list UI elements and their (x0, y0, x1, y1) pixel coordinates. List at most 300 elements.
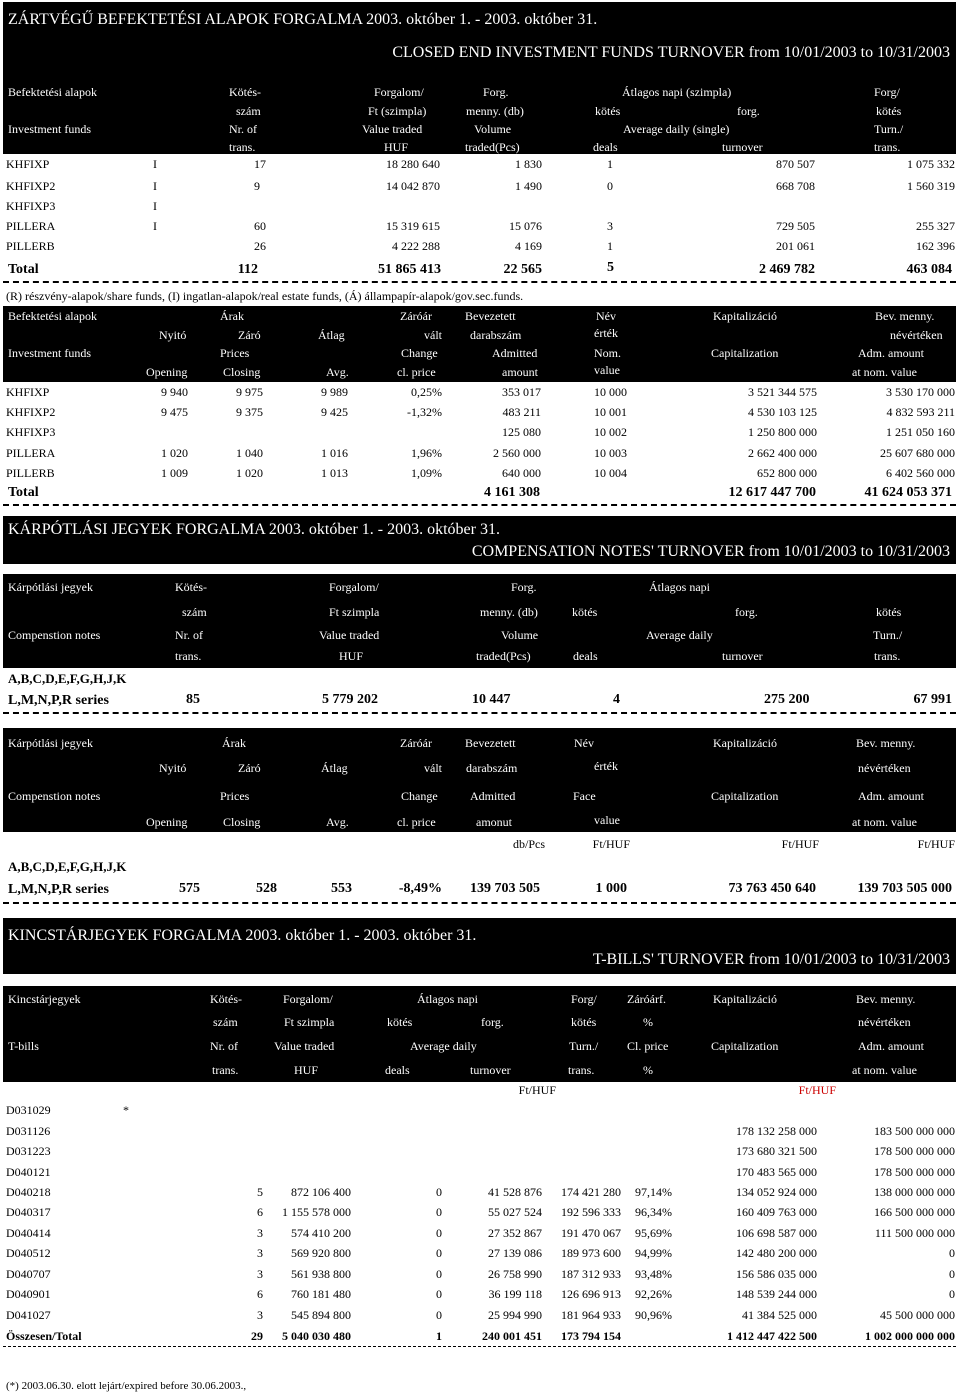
s3-col-trans-en: Nr. of (175, 628, 203, 642)
col-trans-en2: trans. (229, 140, 256, 154)
s1-total-pertrans: 463 084 (906, 262, 952, 277)
s2-cap: 4 530 103 125 (748, 405, 817, 419)
s2-open: 9 940 (161, 385, 188, 399)
s5-col-deals-en2: deals (385, 1063, 410, 1077)
s3-col-turnover-hu2: forg. (735, 605, 758, 619)
s5-value: 574 410 200 (291, 1226, 351, 1240)
s5-cl-price: 93,48% (635, 1267, 672, 1281)
s4-col-open-en: Opening (146, 815, 188, 829)
s4-col-avg-en: Avg. (326, 815, 349, 829)
s5-deals: 0 (436, 1226, 442, 1240)
s4-col-open-hu: Nyitó (159, 761, 187, 775)
s4-col-clprice-en: cl. price (397, 815, 436, 829)
s2-nom-value: 10 002 (594, 425, 627, 439)
s4-series-2: L,M,N,P,R series (8, 882, 109, 897)
s5-total-divider (3, 1346, 956, 1347)
s2-nom-value: 10 004 (594, 466, 627, 480)
s1-trans: 60 (254, 219, 266, 233)
s5-tbill-name: D031029 (6, 1103, 51, 1117)
s4-open: 575 (179, 881, 200, 896)
s1-fund-name: KHFIXP2 (6, 179, 56, 193)
s5-tbill-name: D031223 (6, 1144, 51, 1158)
s5-col-avg-en: Average daily (410, 1039, 477, 1053)
s5-cap: 41 384 525 000 (742, 1308, 817, 1322)
s5-col-trans-hu2: szám (213, 1015, 238, 1029)
s5-total-avgturn: 173 794 154 (561, 1329, 621, 1343)
s2-admitted: 353 017 (502, 385, 541, 399)
s2-adm-amount: 25 607 680 000 (880, 446, 955, 460)
s1-trans: 9 (254, 179, 260, 193)
s2-avg: 9 989 (321, 385, 348, 399)
s5-adm-amount: 0 (949, 1287, 955, 1301)
s5-total-trans: 29 (251, 1329, 263, 1343)
s2-avg: 1 016 (321, 446, 348, 460)
s1-note: (R) részvény-alapok/share funds, (I) ingatlan-alapok/real estate funds, (Á) állampapír-alapok/gov.sec.funds. (6, 289, 524, 303)
s2-col-amount-en: amount (502, 365, 538, 379)
s2-open: 1 009 (161, 466, 188, 480)
s2-col-value-en: value (594, 363, 620, 377)
col-turn-hu: Forg/ (874, 85, 900, 99)
s1-fund-name: PILLERA (6, 219, 56, 233)
s2-col-prices-en: Prices (220, 346, 250, 360)
s1-deals: 1 (607, 157, 613, 171)
s1-fund-type: I (153, 179, 157, 193)
s2-change: -1,32% (407, 405, 442, 419)
s4-col-name: Név (574, 736, 594, 750)
col-avg-hu: Átlagos napi (szimpla) (622, 85, 732, 99)
s3-col-value-hu2: Ft szimpla (329, 605, 380, 619)
s2-col-cap: Kapitalizáció (713, 309, 777, 323)
s3-col-trans: Kötés- (175, 580, 207, 594)
col-funds-en: Investment funds (8, 122, 91, 136)
s5-cap: 173 680 321 500 (736, 1144, 817, 1158)
s5-value: 569 920 800 (291, 1246, 351, 1260)
s1-value: 18 280 640 (386, 157, 440, 171)
s5-adm-amount: 0 (949, 1267, 955, 1281)
s1-turn-per-trans: 255 327 (916, 219, 955, 233)
s5-col-value-en: Value traded (274, 1039, 335, 1053)
s5-col-pertrans-hu2: kötés (571, 1015, 597, 1029)
s1-total-deals: 5 (607, 260, 614, 275)
s5-col-avg: Átlagos napi (417, 992, 478, 1006)
s5-col-turn: Forg/ (571, 992, 597, 1006)
s5-cl-price: 92,26% (635, 1287, 672, 1301)
s2-col-closing-hu: Záró (238, 328, 261, 342)
col-volume-hu: Forg. (483, 85, 509, 99)
s3-col-notes: Kárpótlási jegyek (8, 580, 93, 594)
s2-admitted: 2 560 000 (493, 446, 541, 460)
col-pertrans-hu2: kötés (876, 104, 902, 118)
s4-col-avg-hu: Átlag (321, 761, 348, 775)
s3-col-deals-en2: deals (573, 649, 598, 663)
s5-total-label: Összesen/Total (6, 1329, 82, 1343)
s5-cl-price: 90,96% (635, 1308, 672, 1322)
s3-series-2: L,M,N,P,R series (8, 693, 109, 708)
s3-volume: 10 447 (472, 692, 511, 707)
s4-col-prices: Árak (222, 736, 246, 750)
s5-title-en: T-BILLS' TURNOVER from 10/01/2003 to 10/31/2003 (592, 951, 950, 968)
s2-col-admitted: Bevezetett (465, 309, 516, 323)
s3-deals: 4 (613, 692, 620, 707)
s4-change: -8,49% (398, 881, 442, 896)
s2-col-change-hu: vált (424, 328, 442, 342)
s1-total-value: 51 865 413 (378, 262, 441, 277)
s5-deals: 0 (436, 1246, 442, 1260)
s3-col-notes-en: Compenstion notes (8, 628, 101, 642)
s5-tbill-name: D041027 (6, 1308, 51, 1322)
s2-total-cap: 12 617 447 700 (728, 485, 816, 500)
s4-cap: 73 763 450 640 (728, 881, 816, 896)
s3-col-volume-en2: traded(Pcs) (476, 649, 531, 663)
s2-closing: 1 040 (236, 446, 263, 460)
s5-tbill-name: D031126 (6, 1124, 51, 1138)
s5-col-cap: Kapitalizáció (713, 992, 777, 1006)
s1-total-trans: 112 (237, 262, 258, 277)
s4-col-value-hu: érték (594, 759, 618, 773)
s5-value: 561 938 800 (291, 1267, 351, 1281)
s1-deals: 1 (607, 239, 613, 253)
s5-deals: 0 (436, 1267, 442, 1281)
s5-col-trans-en2: trans. (212, 1063, 239, 1077)
s5-turn-per-trans: 174 421 280 (561, 1185, 621, 1199)
s2-total-divider (3, 504, 956, 506)
s1-volume: 1 830 (515, 157, 542, 171)
s5-turn-per-trans: 192 596 333 (561, 1205, 621, 1219)
s3-col-avg: Átlagos napi (649, 580, 710, 594)
s5-cap: 156 586 035 000 (736, 1267, 817, 1281)
s5-trans: 5 (257, 1185, 263, 1199)
s3-col-trans-hu2: szám (182, 605, 207, 619)
s1-turn-per-trans: 162 396 (916, 239, 955, 253)
s5-turn-per-trans: 191 470 067 (561, 1226, 621, 1240)
s4-col-notes-en: Compenstion notes (8, 789, 101, 803)
s5-trans: 3 (257, 1267, 263, 1281)
col-value-en2: HUF (384, 140, 409, 154)
s5-deals: 0 (436, 1185, 442, 1199)
s1-deals: 0 (607, 179, 613, 193)
s2-col-funds: Befektetési alapok (8, 309, 97, 323)
s2-col-open-en: Opening (146, 365, 188, 379)
s2-col-value-hu: érték (594, 326, 618, 340)
s4-col-cap: Kapitalizáció (713, 736, 777, 750)
s2-cap: 1 250 800 000 (748, 425, 817, 439)
s4-col-cap-en: Capitalization (711, 789, 779, 803)
s2-adm-amount: 3 530 170 000 (886, 385, 955, 399)
s2-col-open-hu: Nyitó (159, 328, 187, 342)
s2-closing: 9 375 (236, 405, 263, 419)
s2-col-adm-en: Adm. amount (858, 346, 924, 360)
s2-col-funds-en: Investment funds (8, 346, 91, 360)
s3-col-volume-hu2: menny. (db) (480, 605, 538, 619)
s5-col-clprice-en: Cl. price (627, 1039, 669, 1053)
s5-cl-price: 95,69% (635, 1226, 672, 1240)
s5-cap: 134 052 924 000 (736, 1185, 817, 1199)
s3-title-hu: KÁRPÓTLÁSI JEGYEK FORGALMA 2003. október 1. - 2003. október 31. (8, 521, 500, 538)
col-volume-en2: traded(Pcs) (465, 140, 520, 154)
s5-cl-price: 94,99% (635, 1246, 672, 1260)
s5-avg-turnover: 27 139 086 (488, 1246, 542, 1260)
s5-cl-price: 96,34% (635, 1205, 672, 1219)
s2-col-closing-en: Closing (223, 365, 261, 379)
s5-deals: 0 (436, 1308, 442, 1322)
col-value-hu: Forgalom/ (374, 85, 424, 99)
s4-col-value-en: value (594, 813, 620, 827)
s5-turn-per-trans: 187 312 933 (561, 1267, 621, 1281)
s5-col-turnover-hu2: forg. (481, 1015, 504, 1029)
s4-col-amount-en: amonut (476, 815, 512, 829)
s1-total-volume: 22 565 (503, 262, 542, 277)
s2-col-avg-hu: Átlag (318, 328, 345, 342)
col-trans-hu: Kötés- (229, 85, 261, 99)
s5-col-value-en2: HUF (294, 1063, 319, 1077)
s5-turn-per-trans: 181 964 933 (561, 1308, 621, 1322)
s3-value: 5 779 202 (322, 692, 378, 707)
s5-total-deals: 1 (436, 1329, 442, 1343)
s2-adm-amount: 1 251 050 160 (886, 425, 955, 439)
s5-cap: 148 539 244 000 (736, 1287, 817, 1301)
s5-adm-amount: 183 500 000 000 (874, 1124, 955, 1138)
s5-col-pct-hu2: % (643, 1015, 653, 1029)
s5-tbill-name: D040707 (6, 1267, 51, 1281)
s2-adm-amount: 4 832 593 211 (886, 405, 955, 419)
s5-value: 760 181 480 (291, 1287, 351, 1301)
s2-total-amount: 4 161 308 (484, 485, 540, 500)
s1-volume: 15 076 (509, 219, 542, 233)
s1-avg-turnover: 668 708 (776, 179, 815, 193)
s5-cl-price: 97,14% (635, 1185, 672, 1199)
s3-divider (3, 712, 956, 714)
s4-col-closing-hu: Záró (238, 761, 261, 775)
s3-title-en: COMPENSATION NOTES' TURNOVER from 10/01/2003 to 10/31/2003 (471, 543, 950, 560)
s5-deals: 0 (436, 1205, 442, 1219)
s4-col-adm: Bev. menny. (856, 736, 916, 750)
s5-deals: 0 (436, 1287, 442, 1301)
s5-col-turnover-en2: turnover (470, 1063, 511, 1077)
col-volume-hu2: menny. (db) (466, 104, 524, 118)
s5-total-avgdeals: 240 001 451 (482, 1329, 542, 1343)
s5-trans: 3 (257, 1246, 263, 1260)
s2-change: 0,25% (411, 385, 442, 399)
s2-total-label: Total (8, 485, 39, 500)
s2-fund-name: PILLERB (6, 466, 55, 480)
s5-col-tbills-en: T-bills (8, 1039, 39, 1053)
s5-col-tbills: Kincstárjegyek (8, 992, 81, 1006)
s1-fund-type: I (153, 157, 157, 171)
s2-nom-value: 10 001 (594, 405, 627, 419)
s4-adm: 139 703 505 000 (857, 881, 952, 896)
s5-col-pct-en2: % (643, 1063, 653, 1077)
s4-col-change-hu: vált (424, 761, 442, 775)
s2-col-admitted-en: Admitted (492, 346, 538, 360)
s2-admitted: 125 080 (502, 425, 541, 439)
s5-avg-turnover: 26 758 990 (488, 1267, 542, 1281)
s3-col-value-en: Value traded (319, 628, 380, 642)
s5-tbill-name: D040121 (6, 1165, 51, 1179)
s5-adm-amount: 138 000 000 000 (874, 1185, 955, 1199)
s5-col-adm: Bev. menny. (856, 992, 916, 1006)
s2-col-cap-en: Capitalization (711, 346, 779, 360)
s4-col-admitted: Bevezetett (465, 736, 516, 750)
s5-col-trans-en: Nr. of (210, 1039, 238, 1053)
col-turnover-hu2: forg. (737, 104, 760, 118)
s5-cap: 160 409 763 000 (736, 1205, 817, 1219)
s5-col-adm-en: Adm. amount (858, 1039, 924, 1053)
s5-total-cap: 1 412 447 422 500 (727, 1329, 817, 1343)
s4-col-prices-en: Prices (220, 789, 250, 803)
col-turnover-en2: turnover (722, 140, 763, 154)
s4-col-notes: Kárpótlási jegyek (8, 736, 93, 750)
s1-fund-type: I (153, 199, 157, 213)
s2-fund-name: PILLERA (6, 446, 56, 460)
s5-trans: 3 (257, 1226, 263, 1240)
s4-unit-pcs: db/Pcs (512, 837, 545, 851)
s5-col-cap-en: Capitalization (711, 1039, 779, 1053)
s1-title-en: CLOSED END INVESTMENT FUNDS TURNOVER from 10/01/2003 to 10/31/2003 (392, 44, 950, 61)
s5-adm-amount: 166 500 000 000 (874, 1205, 955, 1219)
s5-col-value: Forgalom/ (283, 992, 333, 1006)
s2-col-nomval-hu: névértéken (890, 328, 943, 342)
s4-divider (3, 902, 956, 904)
s2-nom-value: 10 000 (594, 385, 627, 399)
s2-adm-amount: 6 402 560 000 (886, 466, 955, 480)
s2-cap: 652 800 000 (757, 466, 817, 480)
s5-total-adm: 1 002 000 000 000 (865, 1329, 955, 1343)
s5-tbill-name: D040218 (6, 1185, 51, 1199)
s5-col-nomval-hu2: névértéken (858, 1015, 911, 1029)
s2-col-avg-en: Avg. (326, 365, 349, 379)
s1-avg-turnover: 201 061 (776, 239, 815, 253)
s5-adm-amount: 111 500 000 000 (874, 1226, 955, 1240)
s5-tbill-name: D040414 (6, 1226, 51, 1240)
s4-face: 1 000 (595, 881, 627, 896)
s5-tbill-name: D040317 (6, 1205, 51, 1219)
col-deals-en2: deals (593, 140, 618, 154)
s2-col-change-en: Change (401, 346, 438, 360)
s5-cap: 178 132 258 000 (736, 1124, 817, 1138)
s1-total-divider (3, 281, 956, 283)
s5-total-value: 5 040 030 480 (282, 1329, 351, 1343)
s5-cap: 142 480 200 000 (736, 1246, 817, 1260)
s2-open: 9 475 (161, 405, 188, 419)
s1-title-hu: ZÁRTVÉGŰ BEFEKTETÉSI ALAPOK FORGALMA 2003. október 1. - 2003. október 31. (8, 11, 598, 28)
s2-change: 1,09% (411, 466, 442, 480)
s1-turn-per-trans: 1 560 319 (907, 179, 955, 193)
s5-trans: 6 (257, 1205, 263, 1219)
s4-col-closing-en: Closing (223, 815, 261, 829)
s3-trans: 85 (186, 692, 200, 707)
s4-col-amount-hu: darabszám (466, 761, 518, 775)
s2-open: 1 020 (161, 446, 188, 460)
s1-value: 14 042 870 (386, 179, 440, 193)
s2-col-adm: Bev. menny. (875, 309, 935, 323)
col-trans-en: Nr. of (229, 122, 257, 136)
s1-trans: 17 (254, 157, 266, 171)
s3-col-trans-en2: trans. (175, 649, 202, 663)
s2-closing: 9 975 (236, 385, 263, 399)
col-avg-en: Average daily (single) (623, 122, 730, 136)
s1-deals: 3 (607, 219, 613, 233)
s2-col-prices: Árak (220, 309, 244, 323)
s5-unit-1: Ft/HUF (518, 1083, 556, 1097)
s5-value: 1 155 578 000 (282, 1205, 351, 1219)
s5-trans: 3 (257, 1308, 263, 1322)
s2-col-amount-hu: darabszám (470, 328, 522, 342)
s5-adm-amount: 45 500 000 000 (880, 1308, 955, 1322)
s3-pertrans: 67 991 (913, 692, 952, 707)
s5-turn-per-trans: 126 696 913 (561, 1287, 621, 1301)
s3-col-value: Forgalom/ (329, 580, 379, 594)
s1-value: 4 222 288 (392, 239, 440, 253)
s5-cap: 170 483 565 000 (736, 1165, 817, 1179)
col-deals-hu2: kötés (595, 104, 621, 118)
s1-fund-name: PILLERB (6, 239, 55, 253)
s3-col-volume-en: Volume (501, 628, 539, 642)
s1-total-label: Total (8, 262, 39, 277)
s5-value: 872 106 400 (291, 1185, 351, 1199)
s5-col-pertrans-en2: trans. (568, 1063, 595, 1077)
s2-avg: 9 425 (321, 405, 348, 419)
s4-admitted: 139 703 505 (470, 881, 540, 896)
col-turn-en: Turn./ (874, 122, 904, 136)
s1-fund-type: I (153, 219, 157, 233)
s5-tbill-name: D040512 (6, 1246, 51, 1260)
s2-closing: 1 020 (236, 466, 263, 480)
s1-fund-name: KHFIXP (6, 157, 50, 171)
s4-col-change-en: Change (401, 789, 438, 803)
s5-tbill-name: D040901 (6, 1287, 51, 1301)
s5-adm-amount: 178 500 000 000 (874, 1165, 955, 1179)
s4-col-close: Záróár (400, 736, 432, 750)
s3-col-pertrans-hu2: kötés (876, 605, 902, 619)
s5-col-turn-en: Turn./ (569, 1039, 599, 1053)
s2-fund-name: KHFIXP2 (6, 405, 56, 419)
s2-admitted: 640 000 (502, 466, 541, 480)
s1-volume: 1 490 (515, 179, 542, 193)
s4-unit-cap: Ft/HUF (781, 837, 819, 851)
s3-col-value-en2: HUF (339, 649, 364, 663)
s2-fund-name: KHFIXP3 (6, 425, 56, 439)
s1-value: 15 319 615 (386, 219, 440, 233)
s2-col-nom-en: Nom. (594, 346, 621, 360)
s2-col-atnom-en: at nom. value (852, 365, 917, 379)
s3-col-avg-en: Average daily (646, 628, 713, 642)
s3-col-turnover-en2: turnover (722, 649, 763, 663)
s2-col-nom: Név (596, 309, 616, 323)
col-value-hu2: Ft (szimpla) (368, 104, 427, 118)
s3-col-turn-en: Turn./ (873, 628, 903, 642)
s5-avg-turnover: 25 994 990 (488, 1308, 542, 1322)
col-funds-hu: Befektetési alapok (8, 85, 97, 99)
s4-col-admitted-en: Admitted (470, 789, 516, 803)
s5-unit-2: Ft/HUF (798, 1083, 836, 1097)
s2-nom-value: 10 003 (594, 446, 627, 460)
s5-col-atnom-en2: at nom. value (852, 1063, 917, 1077)
s3-col-pertrans-en2: trans. (874, 649, 901, 663)
s5-avg-turnover: 27 352 867 (488, 1226, 542, 1240)
s5-adm-amount: 0 (949, 1246, 955, 1260)
s3-series-1: A,B,C,D,E,F,G,H,J,K (8, 671, 127, 686)
col-volume-en: Volume (474, 122, 512, 136)
s3-col-volume: Forg. (511, 580, 537, 594)
col-pertrans-en2: trans. (874, 140, 901, 154)
s1-total-turnover: 2 469 782 (759, 262, 815, 277)
s1-fund-name: KHFIXP3 (6, 199, 56, 213)
s2-cap: 2 662 400 000 (748, 446, 817, 460)
s2-cap: 3 521 344 575 (748, 385, 817, 399)
s5-turn-per-trans: 189 973 600 (561, 1246, 621, 1260)
s4-series-1: A,B,C,D,E,F,G,H,J,K (8, 859, 127, 874)
s5-title-hu: KINCSTÁRJEGYEK FORGALMA 2003. október 1. - 2003. október 31. (8, 927, 477, 944)
